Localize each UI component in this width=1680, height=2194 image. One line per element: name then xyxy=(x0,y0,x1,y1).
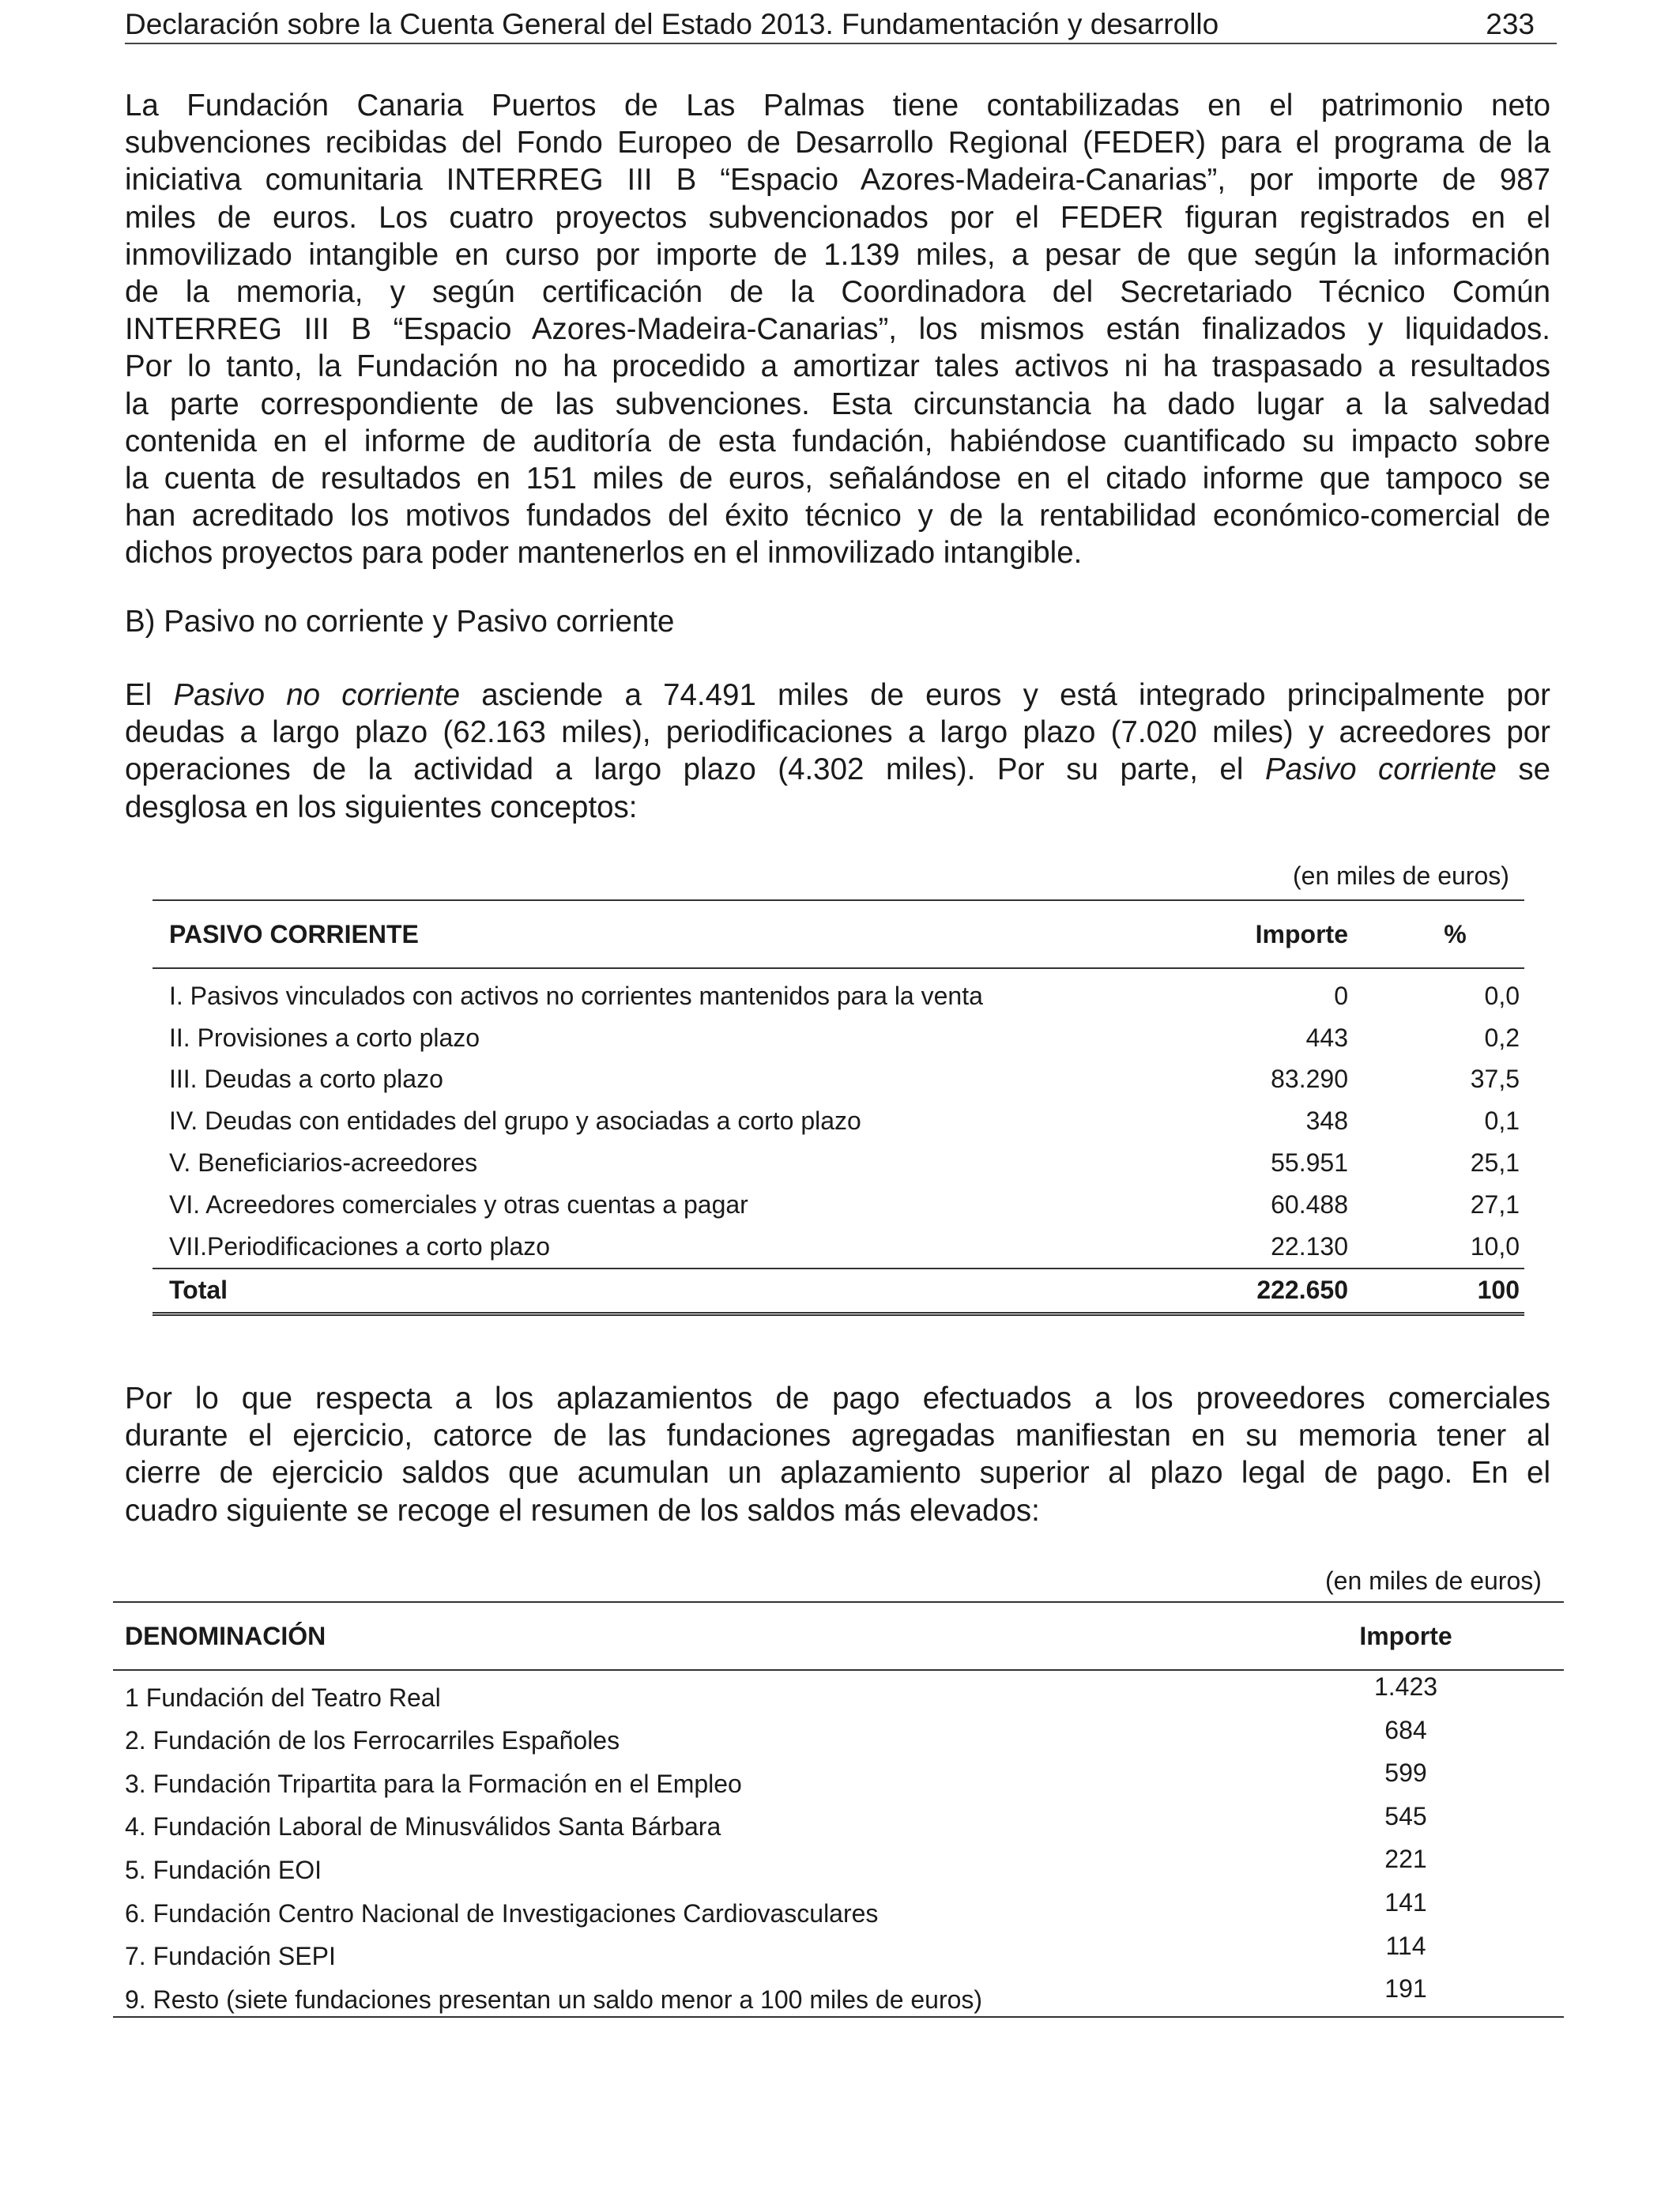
text-line: INTERREG III B “Espacio Azores-Madeira-Canarias”, los mismos están finalizados y liquidados. xyxy=(125,312,1550,347)
table-cell: 0,2 xyxy=(1484,1023,1520,1052)
table-row xyxy=(153,1226,1524,1269)
table-cell: 3. Fundación Tripartita para la Formación en el Empleo xyxy=(125,1769,742,1798)
column-header: Importe xyxy=(1303,1602,1564,1670)
text-line: cuadro siguiente se recoge el resumen de los saldos más elevados: xyxy=(125,1493,1040,1528)
section-heading-b: B) Pasivo no corriente y Pasivo corriente xyxy=(125,605,675,639)
total-importe: 222.650 xyxy=(1174,1269,1354,1314)
table-cell: 599 xyxy=(1384,1759,1427,1788)
table-row xyxy=(113,1973,1564,2017)
table-cell: 9. Resto (siete fundaciones presentan un saldo menor a 100 miles de euros) xyxy=(113,1973,1303,2017)
table-cell: 141 xyxy=(1384,1887,1427,1917)
table-cell: V. Beneficiarios-acreedores xyxy=(169,1148,478,1178)
paragraph-pasivo xyxy=(125,677,1550,826)
table-cell: 27,1 xyxy=(1470,1189,1520,1219)
text-line: Por lo tanto, la Fundación no ha procedido a amortizar tales activos ni ha traspasado a resultados xyxy=(125,349,1550,384)
table-row xyxy=(153,975,1524,1017)
table-cell: 25,1 xyxy=(1470,1148,1520,1178)
table-cell: 37,5 xyxy=(1470,1065,1520,1094)
table-cell: 4. Fundación Laboral de Minusválidos Santa Bárbara xyxy=(125,1812,721,1842)
table-cell: I. Pasivos vinculados con activos no corrientes mantenidos para la venta xyxy=(169,981,983,1010)
table-cell: 2. Fundación de los Ferrocarriles Españoles xyxy=(125,1726,620,1755)
emphasis-pasivo-no-corriente: Pasivo no corriente xyxy=(173,678,460,712)
page-number: 233 xyxy=(1486,8,1535,40)
table-cell: 10,0 xyxy=(1470,1231,1520,1261)
table-cell: 191 xyxy=(1303,1973,1564,2017)
table1-unit: (en miles de euros) xyxy=(1293,861,1509,890)
table-row xyxy=(113,1757,1564,1800)
text-line: inmovilizado intangible en curso por importe de 1.139 miles, a pesar de que según la información xyxy=(125,237,1550,272)
table-header-row xyxy=(153,900,1524,968)
text-line: desglosa en los siguientes conceptos: xyxy=(125,790,638,824)
table-cell: IV. Deudas con entidades del grupo y asociadas a corto plazo xyxy=(169,1106,861,1136)
table-cell: 1.423 xyxy=(1373,1672,1438,1701)
table-total-row xyxy=(153,1269,1524,1314)
table-cell: 5. Fundación EOI xyxy=(125,1855,322,1884)
text-line: contenida en el informe de auditoría de esta fundación, habiéndose cuantificado su impacto sobre xyxy=(125,424,1550,458)
aplazamientos-table xyxy=(113,1601,1564,2018)
text-line: durante el ejercicio, catorce de las fundaciones agregadas manifiestan en su memoria tener al xyxy=(125,1419,1550,1453)
total-percent: 100 xyxy=(1354,1269,1524,1314)
table-row xyxy=(153,1017,1524,1059)
table-row xyxy=(113,1800,1564,1844)
table2-unit: (en miles de euros) xyxy=(1325,1566,1542,1595)
table-cell: VII.Periodificaciones a corto plazo xyxy=(169,1231,551,1261)
table-cell: 6. Fundación Centro Nacional de Investigaciones Cardiovasculares xyxy=(125,1898,879,1928)
table-row xyxy=(153,1059,1524,1101)
paragraph-feder xyxy=(125,87,1550,572)
text-line: deudas a largo plazo (62.163 miles), periodificaciones a largo plazo (7.020 miles) y acreedores por xyxy=(125,715,1550,750)
table-cell: 443 xyxy=(1305,1023,1348,1052)
table-cell: II. Provisiones a corto plazo xyxy=(169,1023,480,1052)
table-row xyxy=(113,1670,1564,1714)
text-line: miles de euros. Los cuatro proyectos subvencionados por el FEDER figuran registrados en el xyxy=(125,200,1550,235)
table-cell: 348 xyxy=(1305,1106,1348,1136)
table-cell: 1 Fundación del Teatro Real xyxy=(125,1683,441,1712)
column-header: Importe xyxy=(1174,900,1354,968)
emphasis-pasivo-corriente: Pasivo corriente xyxy=(1264,752,1497,787)
page-header xyxy=(125,6,1557,44)
text-line: iniciativa comunitaria INTERREG III B “Espacio Azores-Madeira-Canarias”, por importe de 987 xyxy=(125,163,1550,198)
table-cell: 22.130 xyxy=(1271,1231,1348,1261)
table-row xyxy=(153,968,1524,975)
text-line: El Pasivo no corriente asciende a 74.491 miles de euros y está integrado principalmente por xyxy=(125,678,1550,712)
table-cell: 7. Fundación SEPI xyxy=(125,1942,336,1971)
table-cell: 684 xyxy=(1384,1715,1427,1744)
table-cell: 545 xyxy=(1384,1801,1427,1830)
table-row xyxy=(153,1100,1524,1142)
text-line: la parte correspondiente de las subvenciones. Esta circunstancia ha dado lugar a la salvedad xyxy=(125,386,1550,421)
column-header: % xyxy=(1354,900,1524,968)
text-line: de la memoria, y según certificación de la Coordinadora del Secretariado Técnico Común xyxy=(125,275,1550,310)
table-row xyxy=(113,1887,1564,1930)
table-row xyxy=(113,1843,1564,1887)
table-row xyxy=(113,1930,1564,1973)
table-cell: VI. Acreedores comerciales y otras cuentas a pagar xyxy=(169,1189,748,1219)
table-header-row xyxy=(113,1602,1564,1670)
text-line: cierre de ejercicio saldos que acumulan un aplazamiento superior al plazo legal de pago. En el xyxy=(125,1456,1550,1491)
table-row xyxy=(113,1714,1564,1758)
paragraph-aplazamientos xyxy=(125,1380,1550,1529)
text-line: operaciones de la actividad a largo plazo (4.302 miles). Por su parte, el Pasivo corriente se xyxy=(125,752,1551,787)
text-line: La Fundación Canaria Puertos de Las Palmas tiene contabilizadas en el patrimonio neto xyxy=(125,89,1550,123)
text-line: han acreditado los motivos fundados del éxito técnico y de la rentabilidad económico-comercial de xyxy=(125,499,1550,533)
table-cell: 0 xyxy=(1334,981,1348,1010)
table-row xyxy=(153,1184,1524,1226)
table-cell: 114 xyxy=(1385,1931,1426,1960)
column-header: DENOMINACIÓN xyxy=(113,1602,1303,1670)
table-cell: 55.951 xyxy=(1271,1148,1348,1178)
text-line: la cuenta de resultados en 151 miles de euros, señalándose en el citado informe que tampoco se xyxy=(125,462,1550,496)
column-header: PASIVO CORRIENTE xyxy=(153,900,1174,968)
text-line: Por lo que respecta a los aplazamientos de pago efectuados a los proveedores comerciales xyxy=(125,1382,1550,1416)
table-cell: 0,1 xyxy=(1484,1106,1520,1136)
total-label: Total xyxy=(153,1269,1174,1314)
table-cell: 221 xyxy=(1384,1845,1427,1874)
table-cell: 0,0 xyxy=(1484,981,1520,1010)
text-line: subvenciones recibidas del Fondo Europeo de Desarrollo Regional (FEDER) para el programa de la xyxy=(125,126,1550,160)
table-row xyxy=(153,1142,1524,1184)
text-line: dichos proyectos para poder mantenerlos en el inmovilizado intangible. xyxy=(125,536,1083,571)
table-cell: 60.488 xyxy=(1271,1189,1348,1219)
table-cell: 83.290 xyxy=(1271,1065,1348,1094)
pasivo-corriente-table xyxy=(153,899,1524,1316)
table-cell: III. Deudas a corto plazo xyxy=(169,1065,443,1094)
header-title: Declaración sobre la Cuenta General del Estado 2013. Fundamentación y desarrollo xyxy=(125,8,1219,40)
